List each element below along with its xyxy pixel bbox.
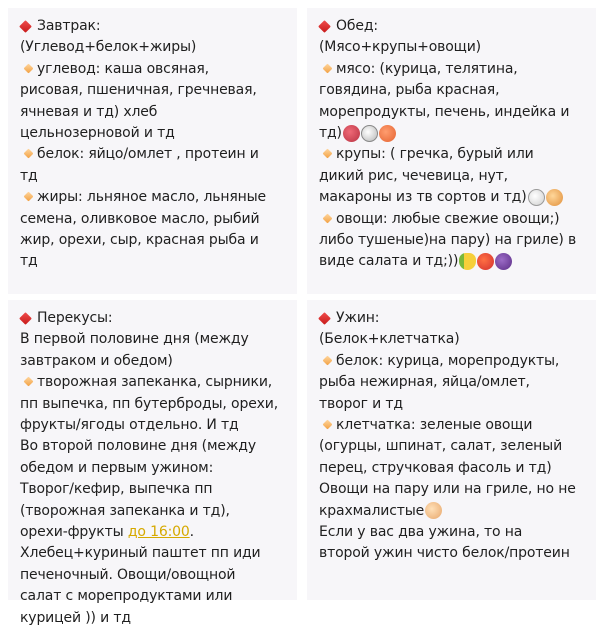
breakfast-line: жир, орехи, сыр, красная рыба и [20,232,259,249]
lunch-veg-end-row [319,251,586,272]
breakfast-line: цельнозерновой и тд [20,125,175,142]
dinner-fiber-text: клетчатка: зеленые овощи [336,417,533,434]
dinner-line: Если у вас два ужина, то на [319,524,523,541]
breakfast-card [8,8,297,294]
breakfast-line: ячневая и тд) хлеб [20,103,158,120]
snacks-line: пп выпечка, пп бутерброды, орехи, [20,395,279,412]
snacks-line: Во второй половине дня (между [20,438,256,455]
lunch-title-row [319,16,586,37]
snacks-time-row [20,522,287,543]
dinner-line: перец, стручковая фасоль и тд) [319,459,552,476]
orange-diamond-icon [323,149,333,159]
dinner-title: Ужин: [336,310,380,326]
dinner-formula: (Белок+клетчатка) [319,331,460,348]
dinner-line: (огурцы, шпинат, салат, зеленый [319,438,563,455]
breakfast-fats-text: жиры: льняное масло, льняные [37,189,267,206]
dinner-card [307,300,596,600]
time-link[interactable]: до 16:00 [127,524,190,541]
snacks-line: салат с морепродуктами или [20,588,233,605]
rice-bowl-icon [528,189,545,206]
breakfast-line: тд [20,253,38,270]
breakfast-protein-row [20,144,287,165]
eggplant-icon [495,253,512,270]
breakfast-title-row [20,16,287,37]
dinner-line: Овощи на пару или на гриле, но не [319,481,576,498]
breakfast-formula: (Углевод+белок+жиры) [20,39,197,56]
tomato-icon [477,253,494,270]
lunch-line: говядина, рыба красная, [319,82,500,99]
orange-diamond-icon [323,420,333,430]
snacks-line: Хлебец+куриный паштет пп иди [20,545,261,562]
snacks-line: курицей )) и тд [20,609,131,626]
red-diamond-icon [319,21,331,33]
lunch-line: тд) [319,125,342,142]
dinner-line: второй ужин чисто белок/протеин [319,545,570,562]
orange-diamond-icon [323,356,333,366]
lunch-grains-text: крупы: ( гречка, бурый или [336,146,534,163]
breakfast-title: Завтрак: [37,18,101,34]
snacks-line: фрукты/ягоды отдельно. И тд [20,417,239,434]
breakfast-line: тд [20,167,38,184]
lunch-line: либо тушеные)на пару) на гриле) в [319,232,577,249]
lunch-line: виде салата и тд;)) [319,253,459,270]
snacks-line: орехи-фрукты [20,524,124,541]
lunch-line: морепродукты, печень, индейка и [319,103,570,120]
orange-diamond-icon [323,214,333,224]
snacks-morning-row [20,372,287,393]
snacks-line: В первой половине дня (между [20,331,249,348]
lunch-grains-end-row [319,187,586,208]
breakfast-protein-text: белок: яйцо/омлет , протеин и [37,146,259,163]
lunch-meat-row [319,59,586,80]
red-diamond-icon [20,21,32,33]
snacks-line: печеночный. Овощи/овощной [20,566,236,583]
orange-diamond-icon [24,64,34,74]
breakfast-carbs-row [20,59,287,80]
dinner-fiber-row [319,415,586,436]
orange-diamond-icon [323,64,333,74]
lunch-meat-end-row [319,123,586,144]
breakfast-line: рисовая, пшеничная, гречневая, [20,82,257,99]
dinner-starch-row [319,501,586,522]
snacks-card [8,300,297,626]
lunch-card [307,8,596,294]
breakfast-carbs-text: углевод: каша овсяная, [37,60,209,77]
dinner-line: творог и тд [319,395,403,412]
orange-diamond-icon [24,377,34,387]
lunch-formula: (Мясо+крупы+овощи) [319,39,481,56]
snacks-period: . [189,524,194,541]
hand-icon [425,502,442,519]
lunch-veg-text: овощи: любые свежие овощи;) [336,210,560,227]
red-diamond-icon [319,313,331,325]
snacks-line: (творожная запеканка и тд), [20,502,230,519]
lunch-line: макароны из тв сортов и тд) [319,189,527,206]
octopus-icon [343,125,360,142]
snacks-title: Перекусы: [37,310,113,326]
red-diamond-icon [20,313,32,325]
breakfast-line: семена, оливковое масло, рыбий [20,210,260,227]
fish-icon [379,125,396,142]
snacks-line: Творог/кефир, выпечка пп [20,481,213,498]
dinner-title-row [319,308,586,329]
cow-icon [361,125,378,142]
snacks-line: обедом и первым ужином: [20,459,214,476]
lunch-meat-text: мясо: (курица, телятина, [336,60,518,77]
lunch-grains-row [319,144,586,165]
snacks-morning-text: творожная запеканка, сырники, [37,374,273,391]
dinner-line: крахмалистые [319,502,425,519]
dinner-protein-row [319,351,586,372]
lunch-title: Обед: [336,18,378,34]
lunch-line: дикий рис, чечевица, нут, [319,167,508,184]
orange-diamond-icon [24,149,34,159]
lunch-veg-row [319,209,586,230]
dinner-protein-text: белок: курица, морепродукты, [336,352,560,369]
orange-diamond-icon [24,192,34,202]
corn-icon [459,253,476,270]
breakfast-fats-row [20,187,287,208]
dinner-line: рыба нежирная, яйца/омлет, [319,374,530,391]
noodles-icon [546,189,563,206]
snacks-title-row [20,308,287,329]
snacks-line: завтраком и обедом) [20,352,173,369]
